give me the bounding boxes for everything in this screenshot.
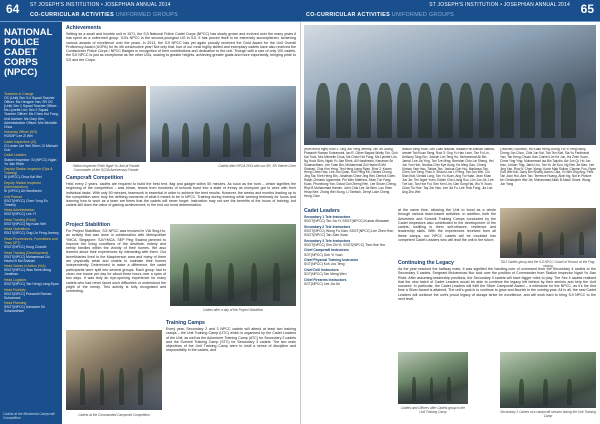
role-title: Deputy Station Inspector (Administration)	[4, 180, 42, 189]
npcc-sidebar	[0, 22, 62, 424]
role-names: HO/DIP Lee Zi Wei	[4, 134, 33, 139]
role-title: Teachers in Charge	[4, 92, 34, 96]
page-number: 65	[580, 2, 594, 16]
photo-unit-training-camp	[398, 352, 468, 404]
role-names: OC (Unit) Sec 3-4 Squad Teacher Officer: Ms Hengwe Yan; SR OC (Unit) Sec 1 Squad Teacher Officer: Ms Lynette Lim; Sec 2 Squad Teacher Officer: Ms Chew Hui Fang; Unit Adviser: Ms Gary Sim; Administrative Officer: Mrs Michelle Chua	[4, 96, 59, 129]
role-title: Head Planning	[4, 301, 27, 306]
role-entry	[4, 92, 60, 129]
role-title: Head Operations	[4, 227, 30, 232]
legacy-heading: Continuing the Legacy	[398, 260, 454, 266]
photo-caption: Secondary 1 Cadets at a campcraft session during the Unit Training Camp	[500, 410, 596, 418]
leader-names: SGT(NPCC) Koh Joo Teng	[304, 262, 345, 267]
leader-entry	[304, 268, 394, 276]
role-title: Head Administration	[4, 208, 35, 213]
role-names: SSGT(NPCC) Wan Seek Meng Jonathan	[4, 268, 51, 277]
role-entry	[4, 278, 60, 286]
role-title: Deputy Station Inspector (Ops & Training)	[4, 167, 53, 176]
leader-entry	[304, 258, 394, 266]
cadet-leaders-box	[304, 208, 394, 422]
training-continued	[398, 208, 496, 258]
role-title: Head Proceedures, Formations and Tests (IPT)	[4, 236, 58, 245]
photo-caption: Station Inspector Rhek Ngah Yu Jian at Parade Commander of the SCDA Anniversary Parade	[72, 164, 140, 172]
photo-caption: Cadets at the Commanded Campcraft Competition	[78, 413, 150, 417]
leader-title: Secondary 3 Tele Instructors	[304, 238, 351, 243]
page-number: 64	[6, 2, 20, 16]
training-section	[166, 320, 296, 384]
role-names: SSGT(NPCC) Kanaram Sri Sotanantham	[4, 305, 45, 314]
role-names: SSGT(NPCC) Chen Yong En Timothy	[4, 198, 48, 207]
role-title: Unit Paread	[4, 194, 22, 199]
role-names: Station Inspector: SI (NPCC) Ngah Yu Jian Rhek	[4, 157, 57, 166]
section-subtitle: UNIFORMED GROUPS	[115, 12, 179, 18]
photo-campcraft-session	[500, 352, 596, 408]
role-names: SI (NPCC) Chua Kai Wei	[4, 175, 42, 180]
role-names: SSGT(NPCC) Muhammad Zul Hazim B Md Shahari	[4, 254, 50, 263]
role-entry	[4, 218, 60, 226]
leader-names: SSGT(NPCC) Sim Zhi Yi; SSGT(NPCC) Tian Hoe Hor	[304, 242, 386, 247]
section-label	[30, 12, 178, 18]
leader-title: Chief Drill Instructors	[304, 268, 339, 272]
role-entry	[4, 208, 60, 216]
section-subtitle: UNIFORMED GROUPS	[391, 12, 455, 18]
role-title: Head Publicity	[4, 287, 26, 292]
section-title: CO-CURRICULAR ACTIVITIES	[306, 12, 390, 18]
photo-caption: Cadets and Officers after Cadets group in the Unit Training Camp	[400, 406, 466, 414]
role-entry	[4, 181, 60, 193]
project-heading: Project Stabilition	[66, 222, 111, 228]
training-heading: Training Camps	[166, 320, 205, 326]
publication-title: ST JOSEPH'S INSTITUTION • JOSEPHIAN ANNUAL 2014	[429, 2, 570, 8]
campcraft-text: Held every 2 years, cadets are required to build the best tent, flag and gadget within 50 minutes. As soon as the horn – which signifies the beginning of the competition – was blown, teams from hundreds of schools burst into a state of frenzy as everyone got to work with their individual tasks. With only 50 minutes, teamwork is essential in order to achieve the best results. However, the weeks and months leading up to the competition were truly the defining moments of what it meant to be in NPCC. Training during evening while working tirelessly for hours and learning how to work as a team are times that the cadets will never forget. Instruction may not see the benefits of the hours of training, but cadets still learn the value of gaining achievement, in the end our most determination.	[66, 182, 296, 208]
header-divider	[300, 21, 600, 22]
role-entry	[4, 251, 60, 263]
role-names: SSGT(NPCC) Ng Kuan Wei	[4, 221, 46, 226]
leader-entry	[304, 278, 394, 286]
leader-names: SGT(NPCC) Tan Meng Wen	[304, 272, 347, 277]
leader-names: SGT(NPCC) Goh Yi Yuan	[304, 252, 343, 257]
leader-title: Chief Physical Training Instructor	[304, 258, 359, 263]
leader-entry	[304, 225, 394, 237]
leader-entry	[304, 248, 394, 256]
photo-unit-group	[304, 25, 596, 145]
role-names: SI (NPCC) Ali Handhesin	[4, 189, 42, 194]
achievements-text: Setting as a small and humble unit in 1971, the SJI National Police Cadet Corps (NPCC) has slowly grown and evolved over the many years it has spent as a uniformed group. SJI's NPCC is the second-youngest UG in SJI, it has proven itself to be extremely accomplished, achieving various awards of excellence over the years. In 2013, the SJI NPCC has yet again proudly received the Gold Award for the Unit Overall Proficiency Award (UOPA) for its 4th consecutive year! Not only that, four of our most highly skilled and exemplary cadets have also received the Comissioner Police Corps / NPCC Badges in recognition of their contributions and dedication to the unit. Though with a size of only 100 cadets, the SJI NPCC is just as exceptional as the other UGs, soaring to greater heights, achieving greater goals and more importantly, bringing pride to SJI and the Corps.	[66, 32, 296, 62]
role-names: SSGT(NPCC) Ong Lin Feng Jeremy	[4, 231, 59, 236]
role-title: Cadet Leaders	[4, 153, 27, 158]
photo-project-stabilition	[170, 224, 296, 306]
left-page-header	[0, 0, 300, 22]
leader-names: SGT(NPCC) Lee Jia Jie	[304, 281, 340, 286]
section-label	[306, 12, 454, 18]
leader-entry	[304, 215, 394, 223]
cadet-leaders-heading: Cadet Leaders	[304, 208, 340, 214]
roles-list	[4, 92, 60, 414]
photo-caption: Cadets after a day of the Project Stabilition	[202, 308, 264, 312]
leader-title: Secondary 1 Tele Instructors	[304, 215, 351, 219]
group-photo-names: (Teacher) Solomon, Ho Kuan Heng Zhong, Ho Yi Teng Nicky, Cheng Jun Chun, Chia Jun Kai, Tan Teo Kiat, Sia Yu Ferdinand Yan, Tan Keng Chuan Jian, Daniel Lim Ke Jun, Ha Zhen Xuan, Chew Ying Ying, Muhammad Isa Bin Tajudin, Aw Jun Qi, Ho Jun Hao, Jordan Ting, Jabin Lim, Tan Yu Jie Kon, Ng Ren Jie Alex, Lee Jing Yan. Row 5: Chen Xiang, Kovin Mak Shikar, Clayton Foo, Ryan Goh Wei Kai, Dany Bin Shafiq, Aaron Chia, Yu Wei Jing Ang, Felix Tan Joon Hui, Alex Tan, Terrence Huang, Alvin Ng. Not in Picture: Mr Christopher Wei Jie, Muhammad Aflah B Abdul Ghani, Wong Jun Yang	[500, 148, 596, 187]
role-title: Head Values in Action (VIA)	[4, 264, 46, 269]
sidebar-title: NATIONAL POLICE CADET CORPS (NPCC)	[4, 27, 53, 78]
leader-entry	[304, 239, 394, 247]
role-entry	[4, 264, 60, 276]
photo-cadets-parade	[66, 86, 146, 162]
legacy-section	[398, 260, 596, 350]
role-title: Head Training (Development)	[4, 250, 49, 255]
sidebar-photo-caption: Cadets at the Ministerial Campcraft Competition	[3, 412, 55, 420]
campcraft-section	[66, 175, 296, 221]
role-entry	[4, 167, 60, 179]
leader-title: Chief Firearms Instructors	[304, 277, 347, 282]
role-entry	[4, 153, 60, 165]
group-photo-names: (from left to right) Row 1: Ong Jun Yong Jeremy, Tan Jin Juang, Prasanth Raman Subramani, Ian R. Oliver Bayani Winlty Toh, Goh Kai Tuck, Mrs Michelle Chua, Ms Chew Hui Fang, Ms Lynette Lim, Ng Hock Shin, Ngah Yu Jian Rhek, Ali Handhesin, Kanaram Sri Sotanantham, Lee Yuan Bin, Muhammad Zul Hazim B Md Shahari, Chia Kim Yeng, Ten Heng Liang Ryan. Row 2: Kwam Heng Chew Hao, Lee Jun Quan, Koh Peng Kit, Gerard Chong Jing Sai, Kieb Heng Bin, Jonathan Chew Jing Wei, Derrick Goen, Ralph Chinedu Ugwumba; Pin Wen Matthew, Sean Tun Fang Kuan, Phonelong Yan, David Goh Zheng Ren, Lee Shuen Cheng, Rhyl B Muhammad Hamim, John Chia Lee Jia Wen, Lau Shen Heap Nee, Zhong Wei Xiong, Li Tambuh, Derryl Loke Cheng Heng, Dion	[304, 148, 398, 198]
role-entry	[4, 195, 60, 207]
leader-title: Chief Campcraft Instructors	[304, 248, 349, 253]
photo-caption: Cadets after NPCA 2014 with our SR, SR Valerie Chen	[218, 164, 296, 168]
role-title: Honorary Officer (HO)	[4, 130, 38, 135]
role-names: SSGT(NPCC) Kung Chaolei	[4, 245, 47, 250]
role-names: SSGT(NPCC) Prasanth Raman Subramani	[4, 291, 52, 300]
legacy-text: As the year reached the halfway mark, it was signified the handing-over of command from the Secondary 4 cadets to the Secondary 3 cadets. Sergeant Muhammad Nur took over the position of Commander from Station Inspector Ngah Yu Jian Rhek. After assuming leadership positions, the Secondary 3 cadets will have bigger roles to play. The Sec 4 cadets realised that the new batch of Cadet Leaders would be able to continue the legacy left behind by their seniors and help the Unit succeed. In particular, the Cadet Leaders will fulfil the Silver Campcraft Award – a milestone for the NPCC, as it's the first time a Silver Award is attained. The unit's goal is to continue to grow and flourish in the coming year. All in all, the new Cadet Leaders will continue the unit's proud legacy of always strive for excellence, and will work hard to bring SJI NPCC to the next level.	[398, 267, 596, 302]
achievements-heading: Achievements	[66, 25, 102, 31]
photo-cadets-npca	[150, 86, 296, 162]
role-names: CI Lester Lim Wei Shen; CI Michael Goh	[4, 143, 58, 152]
leader-names: SSGT(NPCC) Teo Jia Yi; SSGT(NPCC) Kumar Alhasaen	[304, 219, 390, 224]
training-text: Every year, Secondary 2 and 3 NPCC cadets will attend at least two training camps – the Unit Training Camp (UTC) which is organised by the Cadet Leaders of the Unit, as well as the Adventure Training Camp (ATC) for Secondary 2 cadets and the Summit Training Camp (STC) for Secondary 3 cadets. The two main objectives of the Unit Training Camp were to instil a sense of discipline and responsibility in the cadets, and	[166, 327, 296, 353]
role-entry	[4, 288, 60, 300]
role-entry	[4, 130, 60, 138]
leader-title: Secondary 2 Tele Instructors	[304, 224, 351, 229]
role-names: SSGT(NPCC) Tan Heng Liang Ryan	[4, 282, 59, 287]
role-entry	[4, 237, 60, 249]
campcraft-heading: Campcraft Competition	[66, 175, 124, 181]
group-photo-names: Wilson Yang Yuan, Sim Luan Nikolas, Wakabi Hill Ahmad Takbira, Ivester Tan Kuan Seng. Row 3: Ong Yu Hao Leon, Tan Fu Lin, Anthony Tang Ern, Joseph Lim Teng Ho, Muhammad Ali Bin Jamal, Lee Jia Ying, Tan Tze Ming, Brendan Chin Lai Sheng, Hei Jun Yun Hoe, Nicolas Chin Kye Aung, Ho Ming Gao, Chong Xinhao Yaw Hao, Tobias Tan, Joshua Goh Hui, Marianus Tan, Chen Jun Yang. Row 4: Shaun Low Li Peng, Tan Jun Wei, Ciu Sian Kiat, Gerald Long, Tan Yu Xuan, Ang Yu Huan, Jean Khan Jun Jie, Teo Ngee Yuen, Edwin Chiu Liang Soo, Lim Jun Jie, Lee Tze Ian, Tan Hoe Fui, Sen Ken Lim, Dan Song Hai, Wu Yi Xuan, Chan Tio Hoe, Tay Jun Hao, Lee Jia Fu, Lee Teck Fong, Jia Loe, Ang Zhu Wei	[402, 148, 495, 194]
leader-names: SSGT(NPCC) Wong Fu Xian; SSGT(NPCC) Lee Zhen Hoe; SSGT(NPCC) Tan Xian Xuan	[304, 228, 394, 237]
achievements-section	[66, 25, 296, 85]
photo-campcraft-competition	[66, 330, 162, 410]
role-entry	[4, 140, 60, 152]
photo-caption: SDJ Cadets group and the SJI NPCC Guard of Honour at the Flag-raising	[500, 260, 596, 268]
section-title: CO-CURRICULAR ACTIVITIES	[30, 12, 114, 18]
photo-guard-of-honour	[500, 208, 596, 258]
project-section	[66, 222, 166, 322]
role-entry	[4, 227, 60, 235]
publication-title: ST JOSEPH'S INSTITUTION • JOSEPHIAN ANNUAL 2014	[30, 2, 171, 8]
role-title: Cadet Inspectors (CI)	[4, 139, 37, 144]
role-title: Head Training (Field)	[4, 217, 36, 222]
right-page	[300, 0, 600, 424]
training-continued-text: at the same time, allowing the Unit to bond as a whole through various team-based activities. In addition, both the Adventure and Summit Training Camps conducted by the Cadet Inspectors also contributed to the development of the cadets, instilling in them self-reliance, resilience and leadership skills. With the experiences received from all these camps, our NPCC cadets will be moulded into competent Cadet Leaders who will lead the unit in the future.	[398, 208, 496, 243]
role-entry	[4, 301, 60, 313]
project-text: For Project Stabilition, SJI NPCC was involved in VIA Sing-Ho, an activity that was done in collaboration with Metropolitan YMCA, Singapore. SJI/YMCA. SEP Ping Swaina jammed to improve the living conditions of the destitute, elderly and needy families within the vicinity of their homes. We also learned about their experiences by interacting with them. Our beneficiaries lived in the Macpherson area and many of them are physically weak and unable to maintain their homes independently. Determined to make a difference, the cadet participants were split into several groups. Each group had to clean one house per day for about three hours over a span of two days. It was truly an eye-opening experience for many cadets who had never faced such difficulties or understood the plight of the needy. This activity is fully recognised and comforting.	[66, 229, 166, 294]
right-page-header	[300, 0, 600, 22]
role-title: Head Logistics	[4, 277, 27, 282]
role-names: SSGT(NPCC) Lee YI	[4, 212, 36, 217]
